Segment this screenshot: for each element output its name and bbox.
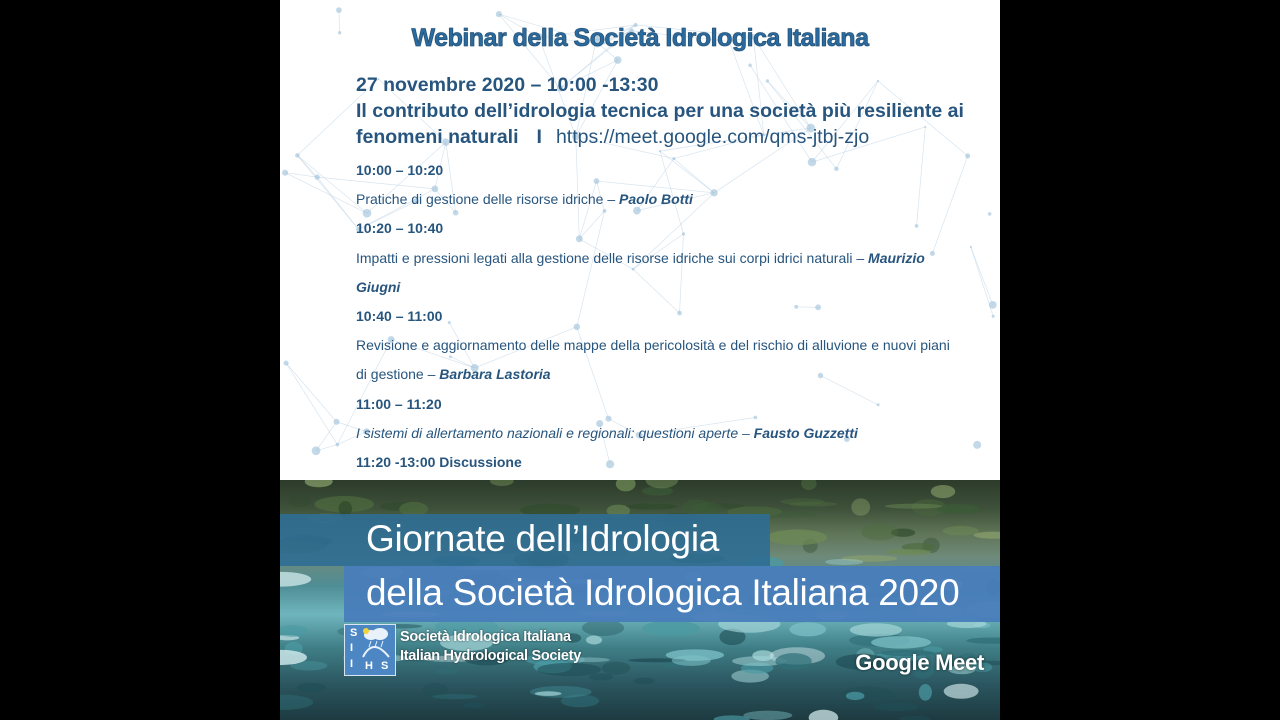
talk-title: Pratiche di gestione delle risorse idriche – <box>356 191 620 208</box>
event-heading <box>356 72 976 150</box>
talk-title: di gestione – <box>356 366 440 383</box>
organization-names <box>400 628 581 666</box>
talk-title: Impatti e pressioni legati alla gestione delle risorse idriche sui corpi idrici naturali – <box>356 249 869 266</box>
schedule <box>356 156 976 477</box>
talk-title: Revisione e aggiornamento delle mappe della pericolosità e del rischio di alluvione e nuovi piani <box>356 337 950 354</box>
speaker-name: Giugni <box>356 278 401 295</box>
platform-label: Google Meet <box>855 650 984 675</box>
schedule-talk <box>356 419 976 448</box>
speaker-name: Maurizio <box>868 249 925 266</box>
talk-title: I sistemi di allertamento nazionali e regionali: questioni aperte – <box>356 424 754 441</box>
event-title-line2: fenomeni naturali <box>356 126 519 148</box>
cloud-rain-icon <box>359 627 393 659</box>
speaker-name: Fausto Guzzetti <box>753 424 858 441</box>
logo-letter: I <box>350 642 354 654</box>
logo-letter: H <box>365 660 373 672</box>
meeting-link[interactable]: https://meet.google.com/qms-jtbj-zjo <box>555 126 870 148</box>
schedule-talk <box>356 244 976 273</box>
logo-letter: S <box>381 660 389 672</box>
banner-title-line2: della Società Idrologica Italiana 2020 <box>344 566 1000 622</box>
banner-title-line1: Giornate dell’Idrologia <box>280 514 770 566</box>
speaker-name: Barbara Lastoria <box>439 366 551 383</box>
schedule-talk <box>356 185 976 214</box>
river-photo <box>280 480 1000 720</box>
schedule-talk <box>356 331 976 360</box>
logo-letter: S <box>350 627 358 639</box>
webinar-poster <box>280 0 1000 720</box>
schedule-time: 11:00 – 11:20 <box>356 395 442 412</box>
webinar-title: Webinar della Società Idrologica Italiana <box>411 24 869 52</box>
schedule-time: 10:40 – 11:00 <box>356 308 443 325</box>
organization-name-en: Italian Hydrological Society <box>400 648 581 664</box>
event-title-line2-row <box>356 124 976 150</box>
schedule-talk-continued <box>356 360 976 389</box>
sihs-logo <box>344 624 396 676</box>
event-title-line1: Il contributo dell’idrologia tecnica per una società più resiliente ai <box>356 100 964 122</box>
title-separator: I <box>536 126 542 148</box>
logo-letter: I <box>350 658 354 670</box>
schedule-talk-continued <box>356 273 976 302</box>
schedule-time: 10:00 – 10:20 <box>356 162 444 178</box>
speaker-name: Paolo Botti <box>619 191 693 208</box>
organization-name-it: Società Idrologica Italiana <box>400 629 571 645</box>
schedule-closing: 11:20 -13:00 Discussione <box>356 454 522 471</box>
schedule-time: 10:20 – 10:40 <box>356 220 444 237</box>
event-date-time: 27 novembre 2020 – 10:00 -13:30 <box>356 74 659 96</box>
